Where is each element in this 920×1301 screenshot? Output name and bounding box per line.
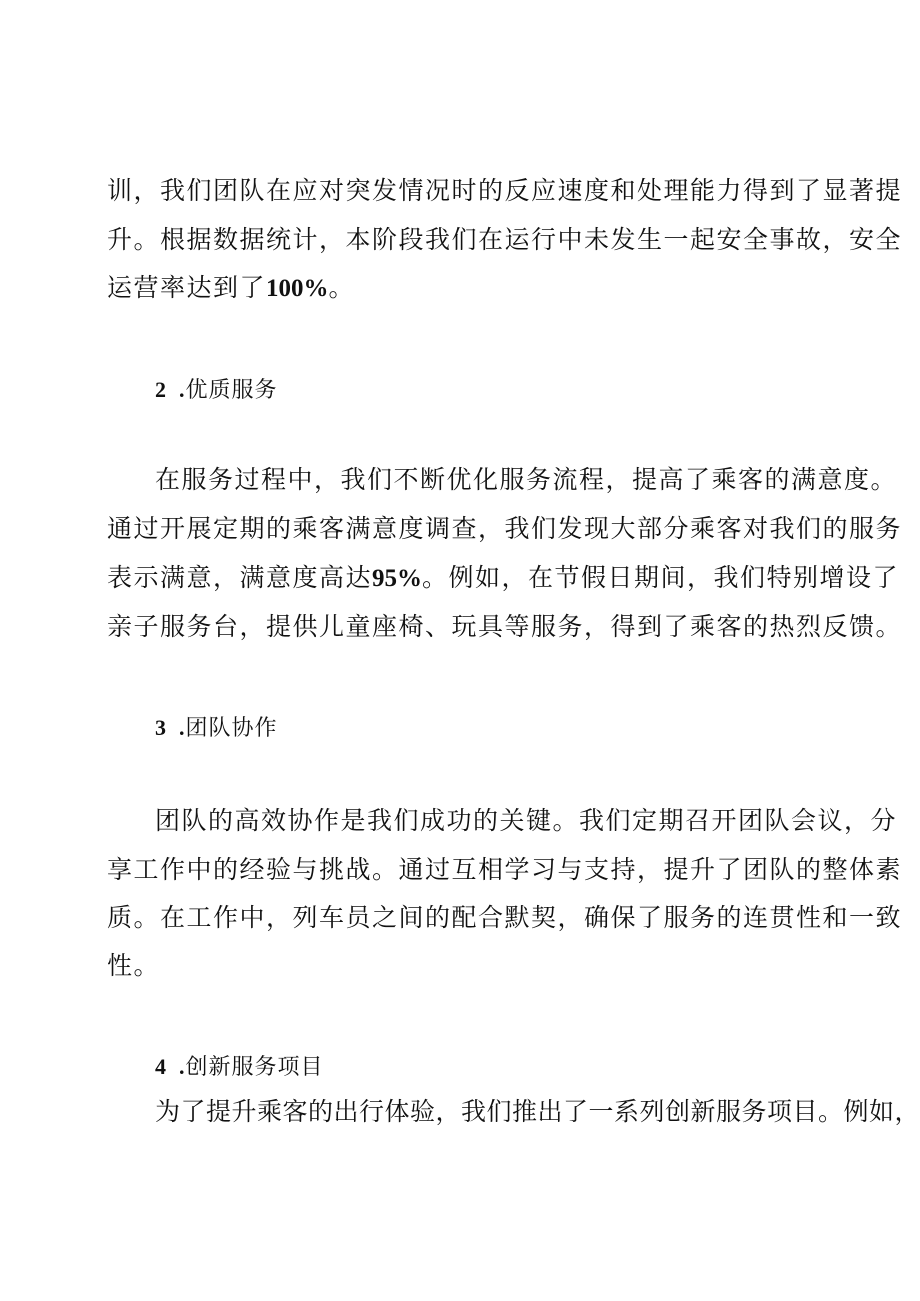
paragraph-line: 为了提升乘客的出行体验，我们推出了一系列创新服务项目。例如， xyxy=(155,1097,920,1126)
section-dot: . xyxy=(179,715,186,740)
section-dot: . xyxy=(179,1054,186,1079)
section-dot: . xyxy=(179,377,186,402)
section-heading-2 xyxy=(155,375,278,406)
section-heading-4 xyxy=(155,1052,324,1083)
text-run: 表示满意，满意度高达 xyxy=(107,563,373,592)
section-title: 团队协作 xyxy=(185,716,278,741)
section-number: 4 xyxy=(155,1054,167,1079)
satisfaction-rate-value: 95% xyxy=(372,565,423,592)
section-title: 优质服务 xyxy=(185,378,278,403)
paragraph-line xyxy=(107,273,355,304)
section-number: 3 xyxy=(155,715,167,740)
paragraph-line: 在服务过程中，我们不断优化服务流程，提高了乘客的满意度。 xyxy=(155,465,898,494)
paragraph-line: 升。根据数据统计，本阶段我们在运行中未发生一起安全事故，安全 xyxy=(107,225,903,254)
paragraph-line: 训，我们团队在应对突发情况时的反应速度和处理能力得到了显著提 xyxy=(107,176,903,205)
paragraph-line: 性。 xyxy=(107,951,161,980)
paragraph-line: 团队的高效协作是我们成功的关键。我们定期召开团队会议，分 xyxy=(155,806,898,835)
section-title: 创新服务项目 xyxy=(185,1055,324,1080)
paragraph-line: 享工作中的经验与挑战。通过互相学习与支持，提升了团队的整体素 xyxy=(107,855,903,884)
section-number: 2 xyxy=(155,377,167,402)
text-run: 。 xyxy=(328,273,356,302)
text-run: 。例如，在节假日期间，我们特别增设了 xyxy=(422,563,900,592)
paragraph-line xyxy=(107,563,899,594)
safety-rate-value: 100% xyxy=(266,275,329,302)
text-run: 运营率达到了 xyxy=(107,273,267,302)
paragraph-line: 质。在工作中，列车员之间的配合默契，确保了服务的连贯性和一致 xyxy=(107,903,903,932)
paragraph-line: 亲子服务台，提供儿童座椅、玩具等服务，得到了乘客的热烈反馈。 xyxy=(107,612,903,641)
section-heading-3 xyxy=(155,713,278,744)
paragraph-line: 通过开展定期的乘客满意度调查，我们发现大部分乘客对我们的服务 xyxy=(107,514,903,543)
